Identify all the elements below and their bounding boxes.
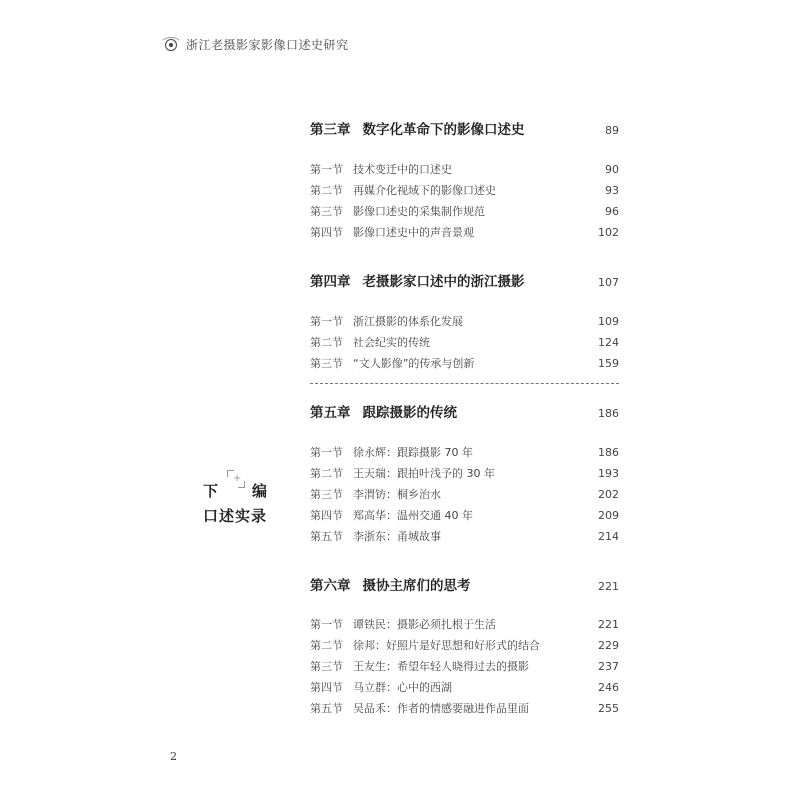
section-page: 109: [598, 315, 619, 328]
section-entry[interactable]: [310, 355, 619, 371]
section-entry[interactable]: [310, 465, 619, 481]
section-title: 再媒介化视域下的影像口述史: [353, 184, 496, 197]
section-page: 209: [598, 509, 619, 522]
section-title: 马立群：心中的西湖: [353, 681, 452, 694]
chapter-page: 89: [605, 124, 619, 137]
section-entry[interactable]: [310, 334, 619, 350]
section-title: 浙江摄影的体系化发展: [353, 315, 463, 328]
section-entry[interactable]: [310, 444, 619, 460]
section-entry[interactable]: [310, 161, 619, 177]
chapter-title: 跟踪摄影的传统: [362, 405, 457, 421]
part-subtitle: 口述实录: [203, 507, 268, 525]
section-number: 第二节: [310, 336, 343, 349]
section-entry[interactable]: [310, 679, 619, 695]
part-title: [203, 473, 273, 526]
section-entry[interactable]: [310, 616, 619, 632]
section-title: 吴品禾：作者的情感要融进作品里面: [353, 702, 529, 715]
section-page: 102: [598, 226, 619, 239]
section-title: 郑高华：温州交通 40 年: [353, 509, 473, 522]
section-number: 第五节: [310, 530, 343, 543]
section-number: 第三节: [310, 488, 343, 501]
part-char-1: 下: [203, 482, 219, 500]
section-title: 谭铁民：摄影必须扎根于生活: [353, 618, 496, 631]
section-page: 214: [598, 530, 619, 543]
section-entry[interactable]: [310, 182, 619, 198]
chapter-number: 第五章: [310, 405, 351, 421]
section-title: 徐邦：好照片是好思想和好形式的结合: [353, 639, 540, 652]
ornament-cross-icon: +: [227, 470, 245, 488]
section-title: 影像口述史的采集制作规范: [353, 205, 485, 218]
dashed-divider: [310, 383, 619, 384]
section-number: 第二节: [310, 467, 343, 480]
chapter-title: 数字化革命下的影像口述史: [362, 122, 525, 138]
chapter-number: 第四章: [310, 274, 351, 290]
section-page: 237: [598, 660, 619, 673]
section-page: 255: [598, 702, 619, 715]
chapter-number: 第六章: [310, 578, 351, 594]
section-entry[interactable]: [310, 313, 619, 329]
section-page: 93: [605, 184, 619, 197]
section-title: 影像口述史中的声音景观: [353, 226, 474, 239]
chapter-entry[interactable]: [310, 401, 619, 421]
section-title: 社会纪实的传统: [353, 336, 430, 349]
chapter-entry[interactable]: [310, 574, 619, 594]
chapter-number: 第三章: [310, 122, 351, 138]
section-entry[interactable]: [310, 528, 619, 544]
section-number: 第四节: [310, 226, 343, 239]
section-number: 第三节: [310, 660, 343, 673]
section-title: “文人影像”的传承与创新: [353, 357, 475, 370]
section-entry[interactable]: [310, 507, 619, 523]
section-page: 90: [605, 163, 619, 176]
chapter-title: 老摄影家口述中的浙江摄影: [362, 274, 525, 290]
section-title: 王友生：希望年轻人晓得过去的摄影: [353, 660, 529, 673]
header-title: 浙江老摄影家影像口述史研究: [186, 38, 349, 52]
page-number: 2: [170, 750, 177, 763]
section-entry[interactable]: [310, 637, 619, 653]
section-title: 李渭钫：桐乡治水: [353, 488, 441, 501]
section-title: 李浙东：甬城故事: [353, 530, 441, 543]
section-number: 第三节: [310, 205, 343, 218]
section-number: 第一节: [310, 163, 343, 176]
section-number: 第二节: [310, 639, 343, 652]
part-char-2: 编: [251, 482, 267, 500]
section-page: 186: [598, 446, 619, 459]
chapter-entry[interactable]: [310, 270, 619, 290]
section-title: 技术变迁中的口述史: [353, 163, 452, 176]
section-number: 第一节: [310, 446, 343, 459]
chapter-entry[interactable]: [310, 118, 619, 138]
chapter-page: 186: [598, 407, 619, 420]
section-number: 第一节: [310, 315, 343, 328]
section-page: 159: [598, 357, 619, 370]
section-page: 221: [598, 618, 619, 631]
section-title: 王天瑞：跟拍叶浅予的 30 年: [353, 467, 495, 480]
section-entry[interactable]: [310, 486, 619, 502]
section-entry[interactable]: [310, 658, 619, 674]
chapter-title: 摄协主席们的思考: [362, 578, 471, 594]
section-entry[interactable]: [310, 700, 619, 716]
section-page: 246: [598, 681, 619, 694]
section-entry[interactable]: [310, 224, 619, 240]
section-title: 徐永辉：跟踪摄影 70 年: [353, 446, 473, 459]
section-number: 第四节: [310, 681, 343, 694]
section-page: 229: [598, 639, 619, 652]
book-logo-icon: [160, 38, 180, 52]
section-number: 第四节: [310, 509, 343, 522]
section-page: 124: [598, 336, 619, 349]
section-number: 第一节: [310, 618, 343, 631]
section-page: 96: [605, 205, 619, 218]
section-entry[interactable]: [310, 203, 619, 219]
chapter-page: 107: [598, 276, 619, 289]
section-page: 202: [598, 488, 619, 501]
running-header: [160, 36, 349, 53]
section-number: 第二节: [310, 184, 343, 197]
chapter-page: 221: [598, 580, 619, 593]
section-number: 第五节: [310, 702, 343, 715]
section-number: 第三节: [310, 357, 343, 370]
section-page: 193: [598, 467, 619, 480]
